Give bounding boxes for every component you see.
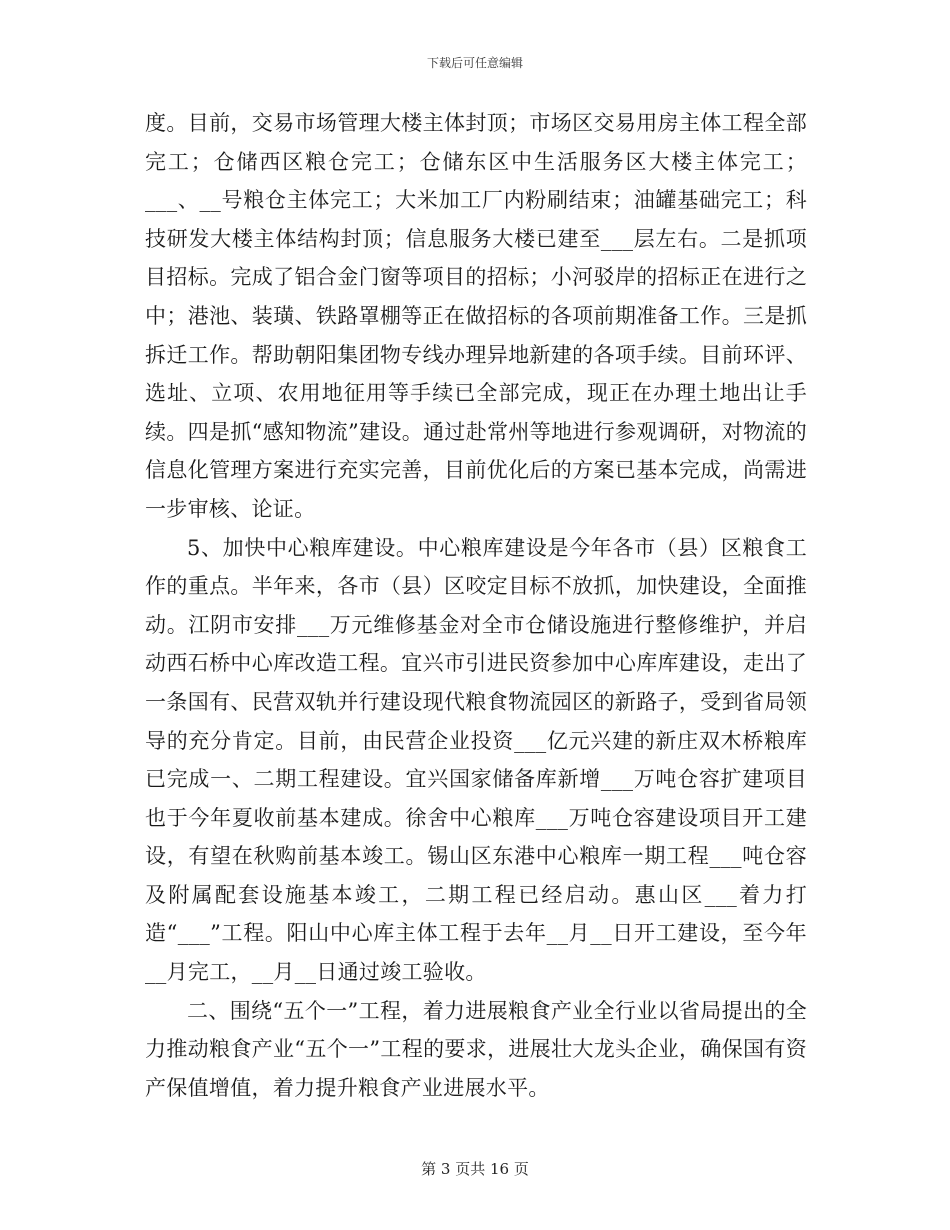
paragraph-project-progress: 度。目前，交易市场管理大楼主体封顶；市场区交易用房主体工程全部完工；仓储西区粮仓完工；仓储东区中生活服务区大楼主体完工；___、__号粮仓主体完工；大米加工厂内粉刷结束；油罐基础完工；科技研发大楼主体结构封顶；信息服务大楼已建至___层左右。二是抓项目招标。完成了铝合金门窗等项目的招标；小河驳岸的招标正在进行之中；港池、装璜、铁路罩棚等正在做招标的各项前期准备工作。三是抓拆迁工作。帮助朝阳集团物专线办理异地新建的各项手续。目前环评、选址、立项、农用地征用等手续已全部完成，现正在办理土地出让手续。四是抓“感知物流”建设。通过赴常州等地进行参观调研，对物流的信息化管理方案进行充实完善，目前优化后的方案已基本完成，尚需进一步审核、论证。 [145,111,807,521]
paragraph-five-ones-project: 二、围绕“五个一”工程，着力进展粮食产业全行业以省局提出的全力推动粮食产业“五个一”工程的要求，进展壮大龙头企业，确保国有资产保值增值，着力提升粮食产业进展水平。 [145,998,807,1100]
page-number: 第 3 页共 16 页 [421,1160,529,1178]
page-header: 下载后可任意编辑 [426,56,523,70]
paragraph-granary-construction: 5、加快中心粮库建设。中心粮库建设是今年各市（县）区粮食工作的重点。半年来，各市（县）区咬定目标不放抓，加快建设，全面推动。江阴市安排___万元维修基金对全市仓储设施进行整修维护，并启动西石桥中心库改造工程。宜兴市引进民资参加中心库库建设，走出了一条国有、民营双轨并行建设现代粮食物流园区的新路子，受到省局领导的充分肯定。目前，由民营企业投资___亿元兴建的新庄双木桥粮库已完成一、二期工程建设。宜兴国家储备库新增___万吨仓容扩建项目也于今年夏收前基本建成。徐舍中心粮库___万吨仓容建设项目开工建设，有望在秋购前基本竣工。锡山区东港中心粮库一期工程___吨仓容及附属配套设施基本竣工，二期工程已经启动。惠山区___着力打造“___”工程。阳山中心库主体工程于去年__月__日开工建设，至今年__月完工，__月__日通过竣工验收。 [145,535,807,985]
document-body [145,104,807,1107]
